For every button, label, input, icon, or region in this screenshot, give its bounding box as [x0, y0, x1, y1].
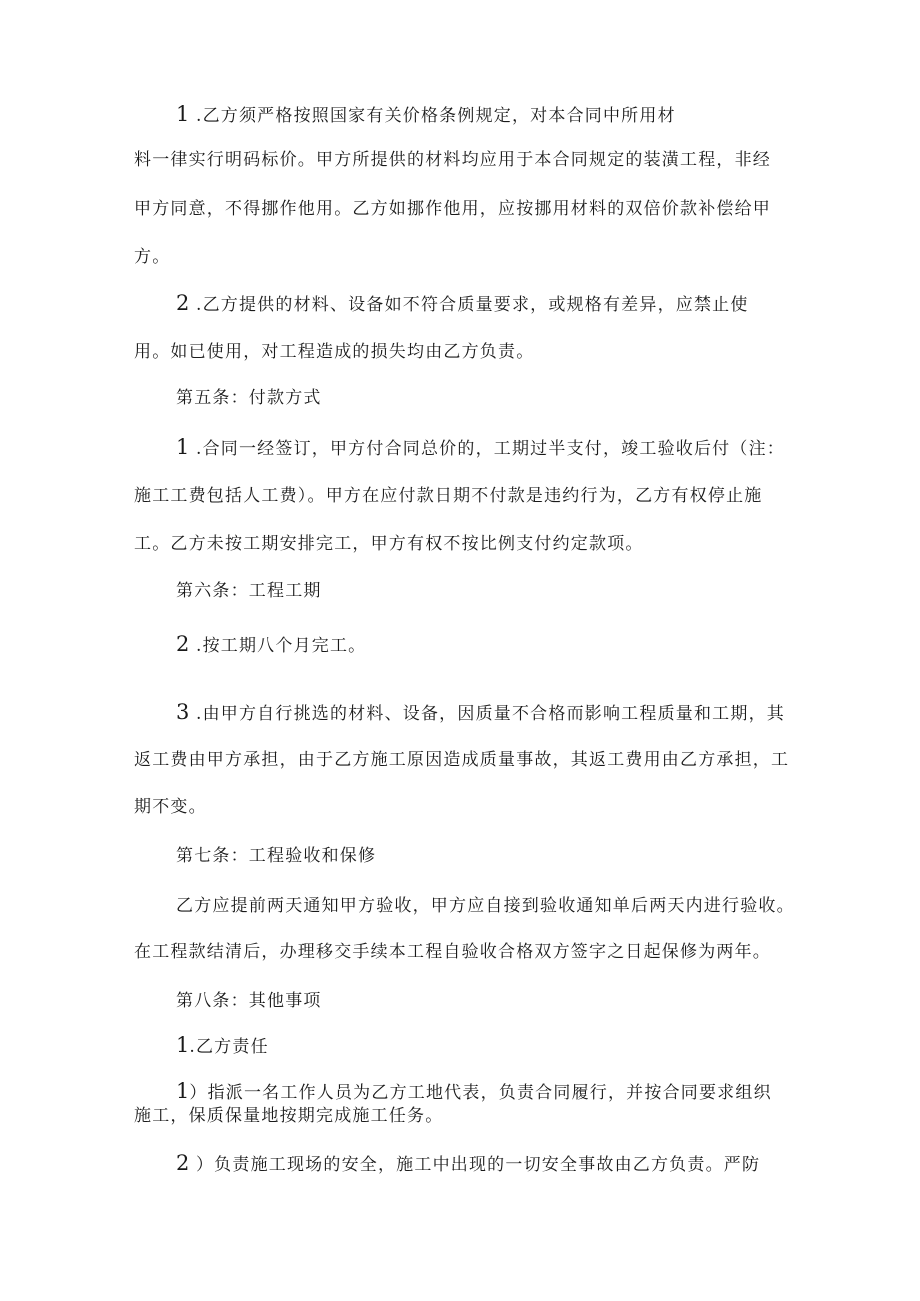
text-line: 在工程款结清后，办理移交手续本工程自验收合格双方签字之日起保修为两年。 — [134, 942, 771, 962]
text-line: 2 ）负责施工现场的安全，施工中出现的一切安全事故由乙方负责。严防 — [176, 1151, 761, 1175]
section-heading: 第七条：工程验收和保修 — [176, 846, 377, 866]
text-line: 3 .由甲方自行挑选的材料、设备，因质量不合格而影响工程质量和工期，其 — [176, 700, 785, 724]
text-line: 方。 — [134, 247, 171, 267]
text-line: 料一律实行明码标价。甲方所提供的材料均应用于本合同规定的装潢工程，非经 — [134, 150, 771, 170]
text-line: 2 .乙方提供的材料、设备如不符合质量要求，或规格有差异，应禁止使 — [176, 291, 749, 315]
text-line: 返工费由甲方承担，由于乙方施工原因造成质量事故，其返工费用由乙方承担，工 — [134, 750, 790, 770]
text-line: 工。乙方未按工期安排完工，甲方有权不按比例支付约定款项。 — [134, 534, 644, 554]
text-line: 1）指派一名工作人员为乙方工地代表，负责合同履行，并按合同要求组织 — [176, 1079, 772, 1103]
text-line: 甲方同意，不得挪作他用。乙方如挪作他用，应按挪用材料的双倍价款补偿给甲 — [134, 199, 771, 219]
text-line: 期不变。 — [134, 797, 207, 817]
text-line: 施工工费包括人工费）。甲方在应付款日期不付款是违约行为，乙方有权停止施 — [134, 486, 763, 506]
text-line: 施工，保质保量地按期完成施工任务。 — [134, 1106, 444, 1126]
section-heading: 第八条：其他事项 — [176, 991, 322, 1011]
text-line: 1.乙方责任 — [176, 1033, 269, 1057]
text-line: 乙方应提前两天通知甲方验收，甲方应自接到验收通知单后两天内进行验收。 — [176, 896, 795, 916]
text-line: 用。如已使用，对工程造成的损失均由乙方负责。 — [134, 342, 535, 362]
text-line: 2 .按工期八个月完工。 — [176, 632, 367, 656]
section-heading: 第五条：付款方式 — [176, 388, 322, 408]
section-heading: 第六条：工程工期 — [176, 581, 322, 601]
text-line: 1 .乙方须严格按照国家有关价格条例规定，对本合同中所用材 — [176, 102, 676, 126]
text-line: 1 .合同一经签订，甲方付合同总价的，工期过半支付，竣工验收后付（注： — [176, 435, 785, 459]
